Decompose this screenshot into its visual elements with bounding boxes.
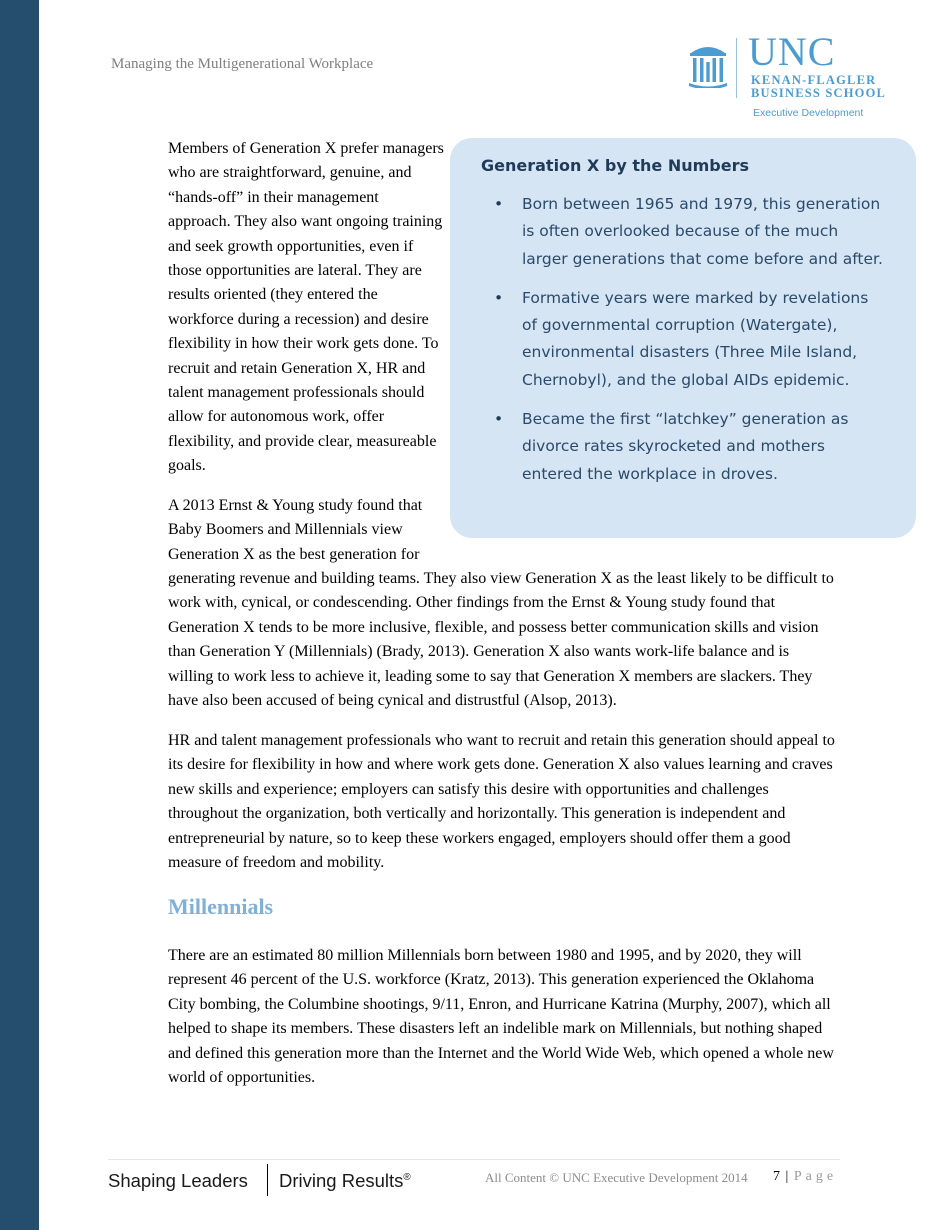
callout-bullet-list: [481, 191, 886, 488]
running-header-title: Managing the Multigenerational Workplace: [111, 56, 374, 72]
callout-bullet: [481, 406, 886, 488]
paragraph-ey-study-lead: A 2013 Ernst & Young study found that Baby Boomers and Millennials view Generation X as the best generation for: [168, 497, 423, 563]
logo-school-line-1: KENAN-FLAGLER: [751, 73, 877, 87]
bullet-icon: •: [494, 410, 504, 429]
paragraph-millennials: There are an estimated 80 million Millennials born between 1980 and 1995, and by 2020, they will represent 46 percent of the U.S. workforce (Kratz, 2013). This generation experienced the Oklahoma City bombing, the Columbine shootings, 9/11, Enron, and Hurricane Katrina (Murphy, 2007), which all helped to shape its members. These disasters left an indelible mark on Millennials, but nothing shaped and defined this generation more than the Internet and the World Wide Web, which opened a whole new world of opportunities.: [168, 947, 834, 1087]
logo-school-line-2: BUSINESS SCHOOL: [751, 86, 887, 100]
paragraph-hr-recruit: HR and talent management professionals who want to recruit and retain this generation should appeal to its desire for flexibility in how and where work gets done. Generation X also values learning and craves new skills and experience; employers can satisfy this desire with opportunities and challenges throughout the organization, both vertically and horizontally. This generation is independent and entrepreneurial by nature, so to keep these workers engaged, employers should offer them a good measure of freedom and mobility.: [168, 732, 835, 872]
callout-title: Generation X by the Numbers: [481, 156, 749, 175]
callout-bullet-text: Became the first “latchkey” generation as divorce rates skyrocketed and mothers entered the workplace in droves.: [522, 410, 849, 483]
tagline-left: Shaping Leaders: [108, 1170, 248, 1191]
tagline-separator: [267, 1164, 268, 1196]
footer-copyright: All Content © UNC Executive Development 2014: [485, 1170, 748, 1185]
page-separator: |: [785, 1169, 789, 1184]
logo-wordmark: UNC: [748, 29, 836, 74]
unc-kenan-flagler-logo: [688, 29, 888, 122]
bullet-icon: •: [494, 195, 504, 213]
callout-bullet-text: Formative years were marked by revelations of governmental corruption (Watergate), environmental disasters (Three Mile Island, Chernobyl), and the global AIDs epidemic.: [522, 288, 869, 389]
old-well-logo-icon: [688, 40, 728, 88]
tagline-right: Driving Results: [279, 1170, 404, 1191]
genx-callout-box: [450, 138, 916, 538]
paragraph-genx-preferences: Members of Generation X prefer managers who are straightforward, genuine, and “hands-off” in their management approach. They also want ongoing training and seek growth opportunities, even if those opportunities are lateral. They are results oriented (they entered the workforce during a recession) and desire flexibility in how their work gets done. To recruit and retain Generation X, HR and talent management professionals should allow for autonomous work, offer flexibility, and provide clear, measureable goals.: [168, 140, 444, 475]
page-number: 7: [773, 1169, 780, 1184]
paragraph-ey-study-rest: generating revenue and building teams. They also view Generation X as the least likely to be difficult to work with, cynical, or condescending. Other findings from the Ernst & Young study found that Generation X tends to be more inclusive, flexible, and possess better communication skills and vision than Generation Y (Millennials) (Brady, 2013). Generation X also wants work-life balance and is willing to work less to achieve it, leading some to say that Generation X members are slackers. They have also been accused of being cynical and distrustful (Alsop, 2013).: [168, 570, 834, 710]
section-heading-millennials: Millennials: [168, 894, 274, 919]
footer-divider: [108, 1159, 840, 1160]
registered-mark: ®: [403, 1171, 411, 1183]
callout-bullet: [481, 285, 886, 394]
page-number-block: [773, 1169, 837, 1185]
logo-divider: [736, 38, 737, 98]
callout-bullet: [481, 191, 886, 273]
bullet-icon: •: [494, 288, 504, 307]
tagline-right-group: [279, 1170, 411, 1192]
side-color-bar: [0, 0, 39, 1230]
page-label: Page: [793, 1169, 838, 1184]
logo-unit: Executive Development: [753, 107, 864, 119]
callout-bullet-text: Born between 1965 and 1979, this generation is often overlooked because of the much larger generations that come before and after.: [522, 195, 883, 268]
